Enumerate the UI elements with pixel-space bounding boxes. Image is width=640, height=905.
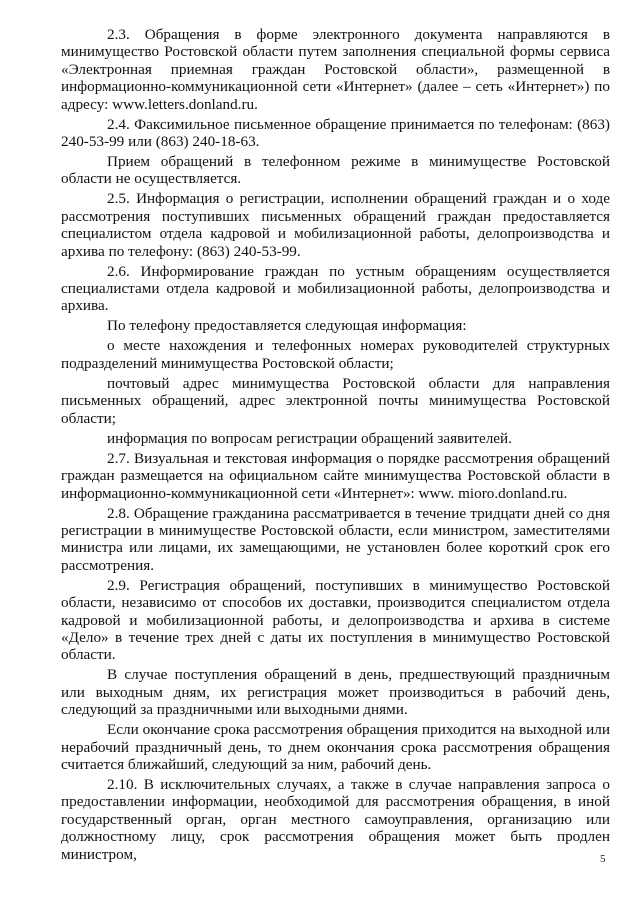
paragraph-phone-info-intro: По телефону предоставляется следующая информация: (107, 317, 467, 335)
paragraph-phone-reception: Прием обращений в телефонном режиме в минимуществе Ростовской области не осуществляется. (61, 153, 610, 188)
paragraph-2-7: 2.7. Визуальная и текстовая информация о порядке рассмотрения обращений граждан размещается на официальном сайте минимущества Ростовской области в информационно-коммуникационной сети «Интернет»: www. mioro.donland.ru. (61, 449, 610, 502)
paragraph-2-6: 2.6. Информирование граждан по устным обращениям осуществляется специалистами отдела кадровой и мобилизационной работы, делопроизводства и архива. (61, 262, 610, 315)
paragraph-2-5: 2.5. Информация о регистрации, исполнении обращений граждан и о ходе рассмотрения поступивших письменных обращений граждан предоставляется специалистом отдела кадровой и мобилизационной работы, делопроизводства и архива по телефону: (863) 240-53-99. (61, 190, 610, 260)
paragraph-2-9: 2.9. Регистрация обращений, поступивших в минимущество Ростовской области, независимо от способов их доставки, производится специалистом отдела кадровой и мобилизационной работы, и делопроизводства и архива в системе «Дело» в течение трех дней с даты их поступления в минимущество Ростовской области. (61, 576, 610, 664)
paragraph-phone-info-location: о месте нахождения и телефонных номерах руководителей структурных подразделений минимущества Ростовской области; (61, 337, 610, 372)
paragraph-2-8: 2.8. Обращение гражданина рассматривается в течение тридцати дней со дня регистрации в минимуществе Ростовской области, если министром, заместителями министра или лицами, их замещающими, не установлен более короткий срок его рассмотрения. (61, 504, 610, 574)
paragraph-phone-info-address: почтовый адрес минимущества Ростовской области для направления письменных обращений, адрес электронной почты минимущества Ростовской области; (61, 374, 610, 427)
paragraph-deadline-holiday: Если окончание срока рассмотрения обращения приходится на выходной или нерабочий праздничный день, то днем окончания срока рассмотрения обращения считается ближайший, следующий за ним, рабочий день. (61, 721, 610, 773)
document-page (61, 26, 610, 866)
paragraph-holiday-registration: В случае поступления обращений в день, предшествующий праздничным или выходным дням, их регистрация может производиться в рабочий день, следующий за праздничными или выходными днями. (61, 666, 610, 719)
paragraph-2-4: 2.4. Факсимильное письменное обращение принимается по телефонам: (863) 240-53-99 или (863) 240-18-63. (61, 115, 610, 151)
paragraph-2-10: 2.10. В исключительных случаях, а также в случае направления запроса о предоставлении информации, необходимой для рассмотрения обращения, в иной государственный орган, орган местного самоуправления, организацию или должностному лицу, срок рассмотрения обращения может быть продлен министром, (61, 775, 610, 863)
paragraph-2-3: 2.3. Обращения в форме электронного документа направляются в минимущество Ростовской области путем заполнения специальной формы сервиса «Электронная приемная граждан Ростовской области», размещенной в информационно-коммуникационной сети «Интернет» (далее – сеть «Интернет») по адресу: www.letters.donland.ru. (61, 26, 610, 113)
paragraph-phone-info-registration: информация по вопросам регистрации обращений заявителей. (107, 429, 512, 447)
page-number: 5 (600, 853, 606, 865)
